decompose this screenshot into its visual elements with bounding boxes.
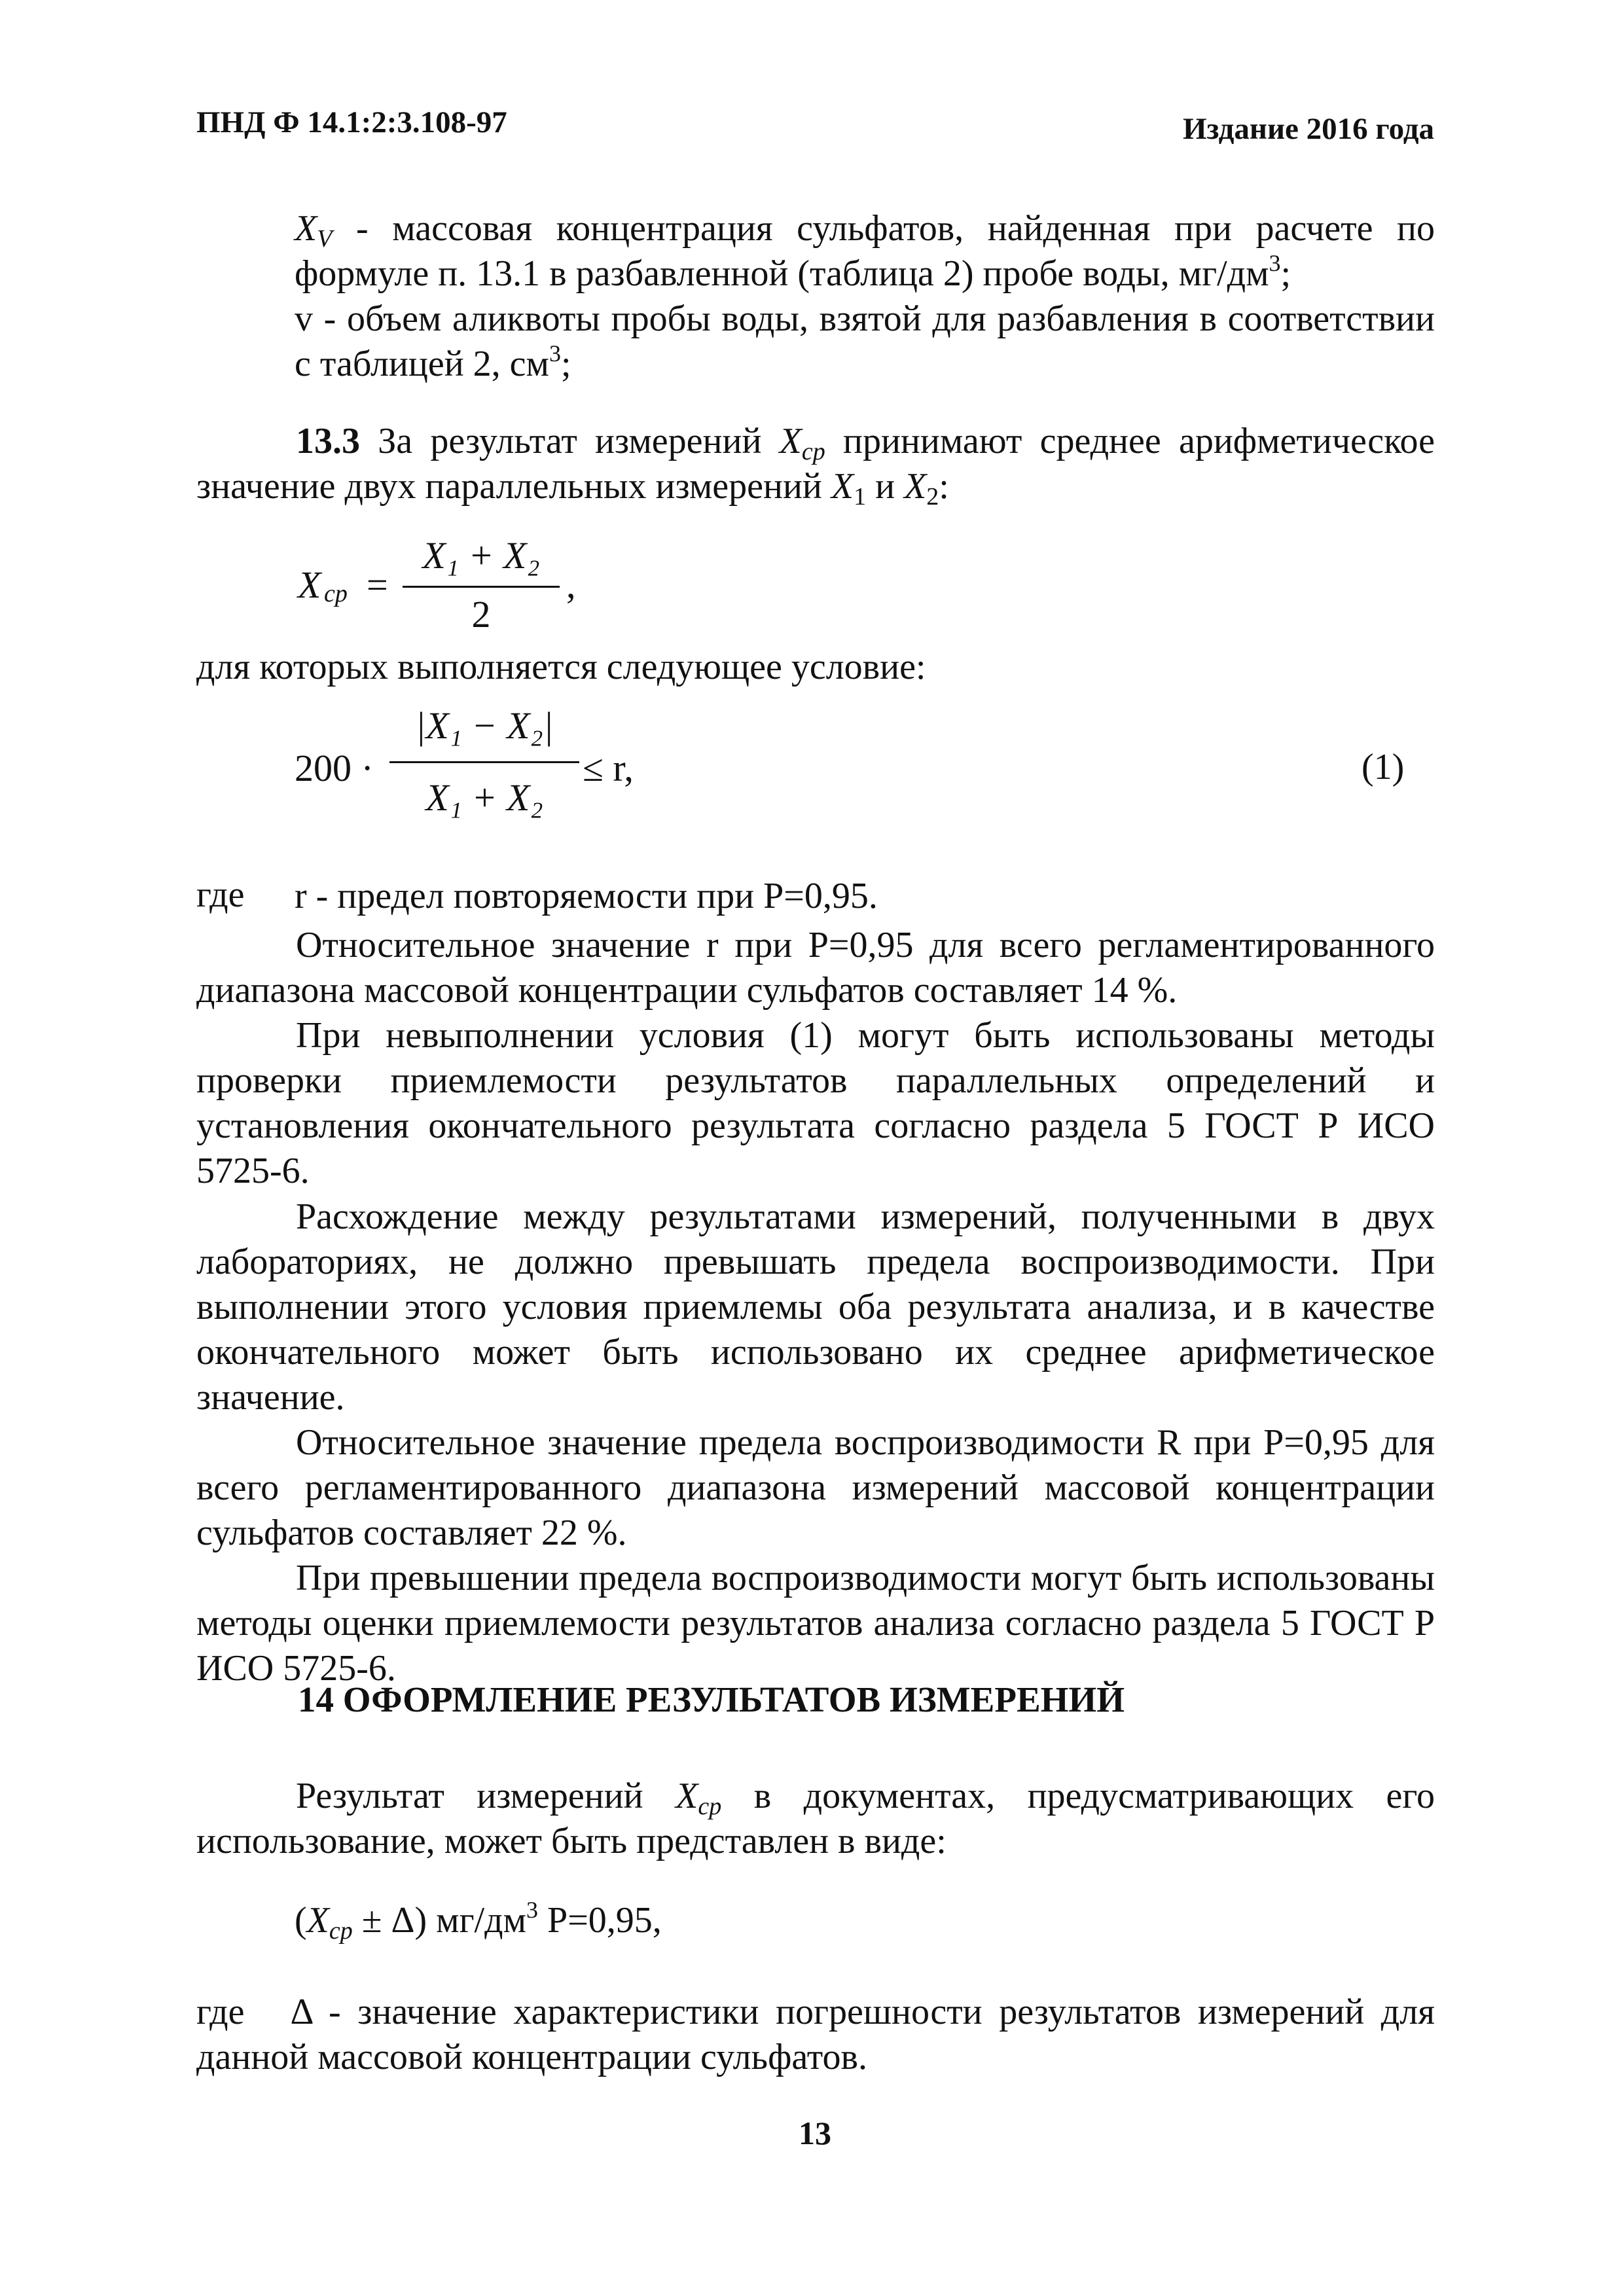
where-r-text: r - предел повторяемости при P=0,95. bbox=[295, 876, 878, 916]
paragraph-condition-failure: При невыполнении условия (1) могут быть использованы методы проверки приемлемости результатов параллельных определений и установления окончательного результата согласно раздела 5 ГОСТ Р ИСО 5725-6. bbox=[196, 1015, 1435, 1191]
definition-xv: $X_V$ - массовая концентрация сульфатов, найденная при расчете по формуле п. 13.1 в разбавленной (таблица 2) пробе воды, $мг/дм^3$; bbox=[295, 208, 1435, 294]
edition-label: Издание 2016 года bbox=[1183, 112, 1434, 146]
where-delta-text: где Δ - значение характеристики погрешности результатов измерений для данной массовой концентрации сульфатов. bbox=[196, 1992, 1435, 2077]
formula-result: $(X_{ср} \pm \Delta)$ $мг/дм^3$ P=0,95, bbox=[295, 1897, 662, 1945]
paragraph-exceeding: При превышении предела воспроизводимости могут быть использованы методы оценки приемлемости результатов анализа согласно раздела 5 ГОСТ Р ИСО 5725-6. bbox=[196, 1558, 1435, 1689]
equation-number: (1) bbox=[1362, 747, 1405, 787]
section-13-3-paragraph: 13.3 За результат измерений $X_{ср}$ принимают среднее арифметическое значение двух параллельных измерений $X_1$ и $X_2$: bbox=[196, 421, 1435, 511]
paragraph-r-value: Относительное значение r при P=0,95 для всего регламентированного диапазона массовой концентрации сульфатов составляет 14 %. bbox=[196, 925, 1435, 1011]
paragraph-reproducibility: Расхождение между результатами измерений, полученными в двух лабораториях, не должно превышать предела воспроизводимости. При выполнении этого условия приемлемы оба результата анализа, и в качестве окончательного может быть использовано их среднее арифметическое значение. bbox=[196, 1196, 1435, 1418]
section-14-title: 14 ОФОРМЛЕНИЕ РЕЗУЛЬТАТОВ ИЗМЕРЕНИЙ bbox=[298, 1679, 1125, 1719]
section-14-paragraph: Результат измерений $X_{ср}$ в документах, предусматривающих его использование, может быть представлен в виде: bbox=[196, 1776, 1435, 1861]
where-label-r: где bbox=[196, 874, 245, 915]
document-code: ПНД Ф 14.1:2:3.108-97 bbox=[196, 105, 507, 139]
page-number: 13 bbox=[799, 2115, 831, 2151]
condition-intro: для которых выполняется следующее условие: bbox=[196, 647, 926, 687]
definition-v: v - объем аликвоты пробы воды, взятой для разбавления в соответствии с таблицей 2, $см^3$; bbox=[295, 298, 1435, 384]
paragraph-r-reproducibility-value: Относительное значение предела воспроизводимости R при P=0,95 для всего регламентированного диапазона измерений массовой концентрации сульфатов составляет 22 %. bbox=[196, 1422, 1435, 1553]
